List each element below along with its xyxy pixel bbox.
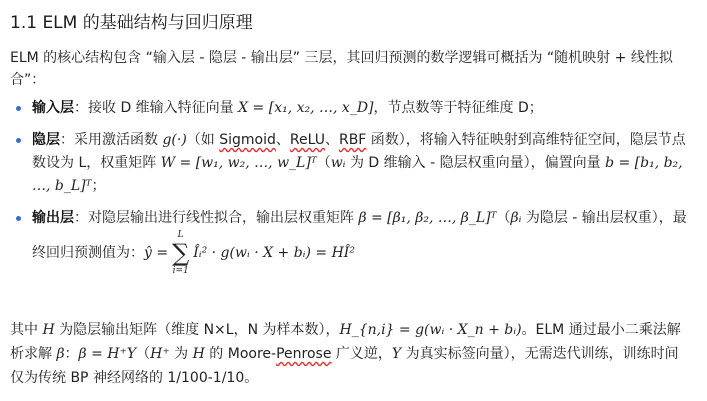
hidden-layer-text-4: （ [316, 155, 331, 171]
beta-solution-formula: β = H⁺Y [78, 346, 137, 362]
section-title: 1.1 ELM 的基础结构与回归原理 [10, 13, 253, 33]
output-layer-text: ：对隐层输出进行线性拟合，输出层权重矩阵 [74, 210, 359, 226]
pseudoinverse-symbol: H⁺ [150, 346, 170, 362]
input-vector-formula: X = [x₁, x₂, …, x_D] [238, 100, 374, 116]
hidden-layer-text: ：采用激活函数 [60, 132, 163, 148]
hidden-layer-text-2: （如 [186, 132, 220, 148]
output-layer-label: 输出层 [32, 210, 74, 226]
outro-text: 其中 [10, 322, 43, 338]
weight-vector-symbol: wᵢ [330, 155, 346, 171]
prediction-rhs: Îᵢ² · g(wᵢ · X + bᵢ) = HÎ² [193, 245, 355, 261]
outro-text: ： [64, 346, 79, 362]
outro-text: 。ELM 通过最小二乘法解析求解 [10, 322, 681, 362]
outro-text-end: 为真实标签向量），无需迭代训练，训练时间仅为传统 BP 神经网络的 1/100-1/10。 [10, 346, 679, 386]
beta-symbol: βᵢ [510, 210, 522, 226]
beta-matrix-formula: β = [β₁, β₂, …, β_L]ᵀ [358, 210, 497, 226]
penrose-term: Penrose [276, 346, 332, 362]
y-symbol: Y [391, 346, 402, 362]
input-layer-text: ：接收 D 维输入特征向量 [74, 100, 239, 116]
output-layer-text-3: 为隐层 - 输出层权重），最终回归预测值为： [32, 210, 687, 261]
hidden-layer-text-end: ； [91, 178, 106, 194]
sum-lower-limit: i=1 [172, 266, 189, 276]
sigmoid-term: Sigmoid [219, 132, 276, 148]
weight-matrix-formula: W = [w₁, w₂, …, w_L]ᵀ [160, 155, 317, 171]
outro-text: 为 [169, 346, 193, 362]
output-layer-text-2: （ [496, 210, 511, 226]
h-element-formula: H_{n,i} = g(wᵢ · X_n + bᵢ) [339, 322, 522, 338]
conclusion-paragraph [10, 318, 690, 390]
rbf-term: RBF [338, 132, 367, 148]
beta-symbol: β [56, 346, 65, 362]
layer-list [10, 97, 695, 285]
bias-vector-formula: b = [b₁, b₂, …, b_L]ᵀ [32, 155, 683, 194]
activation-formula: g(·) [162, 132, 187, 148]
outro-text: （ [136, 346, 151, 362]
outro-text: 为隐层输出矩阵（维度 N×L，N 为样本数）， [54, 322, 340, 338]
hidden-layer-text-5: 为 D 维输入 - 隐层权重向量），偏置向量 [345, 155, 606, 171]
sigma-glyph: ∑ [172, 239, 190, 267]
h-symbol: H [192, 346, 205, 362]
hidden-layer-text-3: 函数），将输入特征映射到高维特征空间，隐层节点数设为 L，权重矩阵 [32, 132, 686, 171]
list-item-hidden-layer [10, 129, 695, 198]
input-layer-text-end: ，节点数等于特征维度 D； [373, 100, 543, 116]
hidden-layer-label: 隐层 [32, 132, 60, 148]
outro-text: 广义逆， [331, 346, 392, 362]
relu-term: ReLU [289, 132, 325, 148]
h-symbol: H [42, 322, 55, 338]
separator: 、 [324, 132, 339, 148]
outro-text: 的 Moore- [204, 346, 277, 362]
summation-symbol [172, 230, 189, 276]
intro-paragraph: ELM 的核心结构包含 “输入层 - 隐层 - 输出层” 三层，其回归预测的数学逻辑可概括为 “随机映射 + 线性拟合”： [10, 50, 673, 88]
input-layer-label: 输入层 [32, 100, 74, 116]
sum-upper-limit: L [177, 230, 184, 240]
list-item-input-layer [10, 97, 695, 120]
separator: 、 [275, 132, 290, 148]
list-item-output-layer [10, 207, 695, 276]
prediction-lhs: ŷ = [144, 245, 169, 261]
